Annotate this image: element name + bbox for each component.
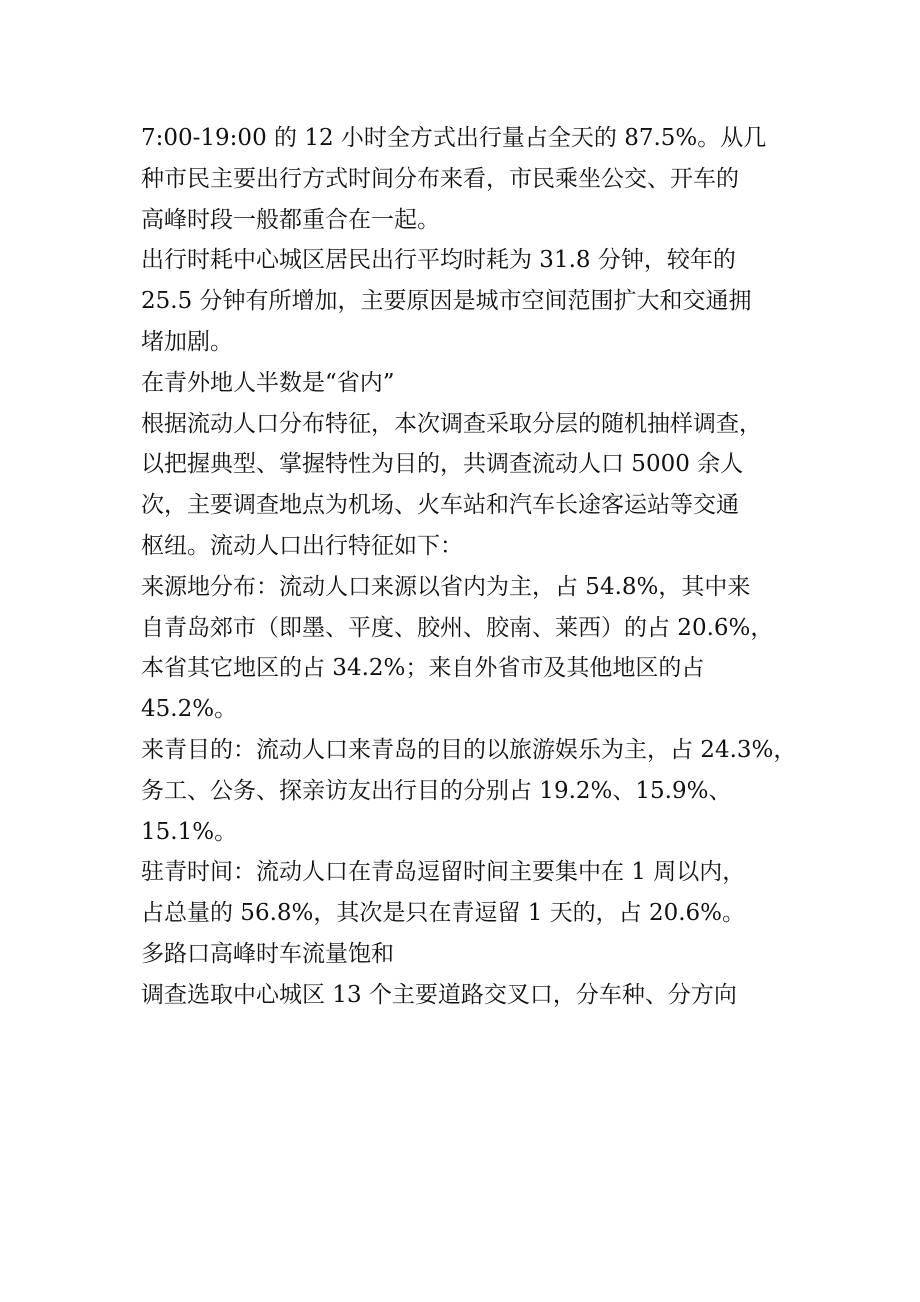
text-line: 占总量的 56.8%，其次是只在青逗留 1 天的，占 20.6%。 (141, 900, 746, 927)
paragraph-survey-method (141, 404, 801, 567)
paragraph-visit-purpose (141, 730, 801, 852)
text-line: 以把握典型、掌握特性为目的，共调查流动人口 5000 余人 (141, 451, 744, 478)
text-line: 本省其它地区的占 34.2%；来自外省市及其他地区的占 (141, 655, 705, 682)
document-body (141, 118, 801, 1016)
paragraph-intersection-survey (141, 975, 801, 1016)
heading-line: 多路口高峰时车流量饱和 (141, 940, 394, 967)
text-line: 15.1%。 (141, 818, 238, 845)
paragraph-trip-volume (141, 118, 801, 240)
text-line: 次，主要调查地点为机场、火车站和汽车长途客运站等交通 (141, 492, 739, 519)
section-heading-intersection-saturation (141, 934, 801, 975)
text-line: 来源地分布：流动人口来源以省内为主，占 54.8%，其中来 (141, 573, 751, 600)
text-line: 务工、公务、探亲访友出行目的分别占 19.2%、15.9%、 (141, 777, 732, 804)
text-line: 调查选取中心城区 13 个主要道路交叉口，分车种、分方向 (141, 981, 737, 1008)
heading-line: 在青外地人半数是“省内” (141, 369, 395, 396)
text-line: 7:00-19:00 的 12 小时全方式出行量占全天的 87.5%。从几 (141, 125, 767, 151)
text-line: 45.2%。 (141, 696, 238, 723)
text-line: 根据流动人口分布特征，本次调查采取分层的随机抽样调查， (141, 410, 762, 437)
text-line: 来青目的：流动人口来青岛的目的以旅游娱乐为主，占 24.3%， (141, 736, 797, 763)
section-heading-provincial-visitors (141, 363, 801, 404)
paragraph-stay-duration (141, 852, 801, 934)
text-line: 出行时耗中心城区居民出行平均时耗为 31.8 分钟，较年的 (141, 247, 736, 274)
paragraph-origin-distribution (141, 567, 801, 730)
text-line: 种市民主要出行方式时间分布来看，市民乘坐公交、开车的 (141, 165, 739, 192)
text-line: 25.5 分钟有所增加，主要原因是城市空间范围扩大和交通拥 (141, 288, 752, 315)
text-line: 枢纽。流动人口出行特征如下： (141, 532, 463, 559)
text-line: 驻青时间：流动人口在青岛逗留时间主要集中在 1 周以内， (141, 859, 746, 886)
text-line: 堵加剧。 (141, 328, 233, 355)
paragraph-trip-duration (141, 240, 801, 362)
text-line: 高峰时段一般都重合在一起。 (141, 206, 440, 233)
text-line: 自青岛郊市（即墨、平度、胶州、胶南、莱西）的占 20.6%， (141, 614, 774, 641)
